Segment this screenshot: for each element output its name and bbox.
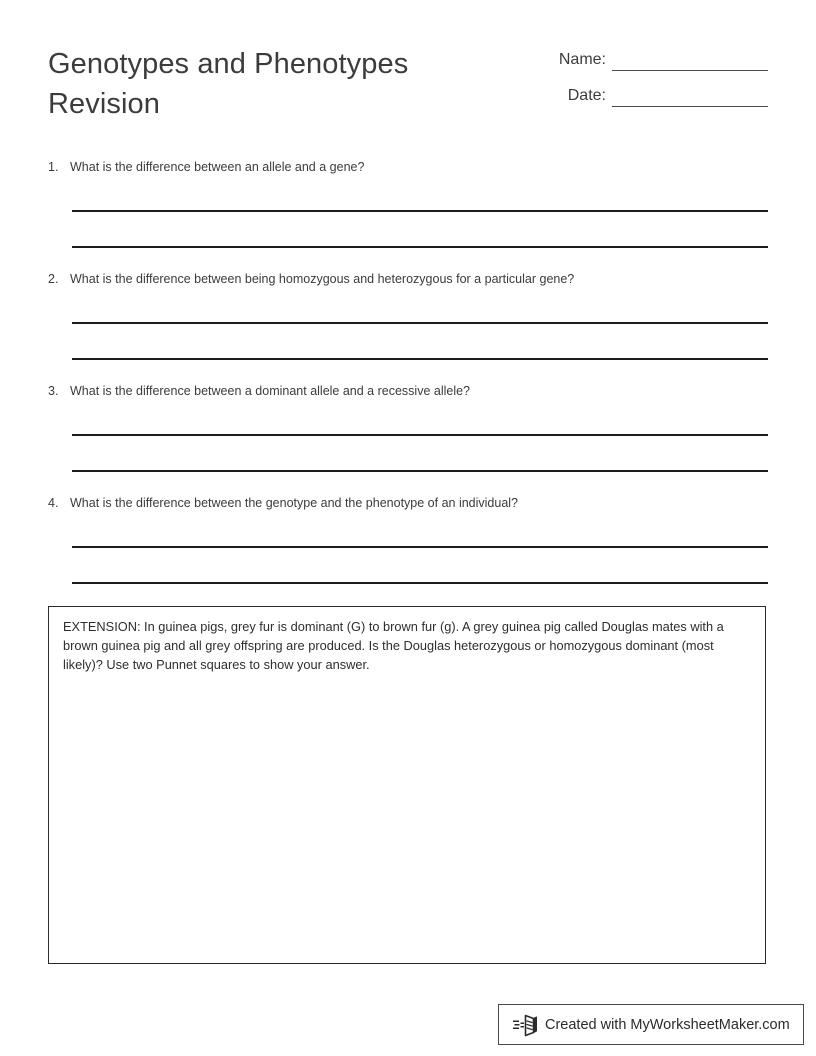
question-number: 3.	[48, 384, 59, 398]
answer-line[interactable]	[72, 212, 768, 248]
date-field-row	[540, 86, 768, 122]
question-item	[48, 382, 768, 472]
question-number: 1.	[48, 160, 59, 174]
question-text-row	[48, 158, 768, 188]
question-prompt: What is the difference between a dominant allele and a recessive allele?	[70, 384, 471, 398]
created-with-badge[interactable]	[498, 1004, 804, 1045]
question-item	[48, 270, 768, 360]
question-text-row	[48, 494, 768, 524]
name-input[interactable]	[612, 50, 768, 71]
worksheet-header	[48, 44, 768, 134]
answer-area	[48, 412, 768, 472]
answer-area	[48, 300, 768, 360]
name-field-row	[540, 50, 768, 86]
name-label: Name:	[558, 51, 606, 68]
question-number: 4.	[48, 496, 59, 510]
answer-line[interactable]	[72, 436, 768, 472]
answer-area	[48, 524, 768, 584]
answer-line[interactable]	[72, 324, 768, 360]
date-label: Date:	[567, 87, 606, 104]
question-text-row	[48, 270, 768, 300]
answer-line[interactable]	[72, 188, 768, 212]
question-prompt: What is the difference between an allele and a gene?	[70, 160, 365, 174]
answer-line[interactable]	[72, 412, 768, 436]
student-info-block	[540, 50, 768, 122]
badge-label: Created with MyWorksheetMaker.com	[545, 1016, 790, 1033]
date-input[interactable]	[612, 86, 768, 107]
worksheet-maker-logo-icon	[513, 1013, 539, 1037]
page-title: Genotypes and Phenotypes Revision	[48, 48, 409, 120]
question-text-row	[48, 382, 768, 412]
answer-line[interactable]	[72, 548, 768, 584]
question-prompt: What is the difference between the genotype and the phenotype of an individual?	[70, 496, 519, 510]
extension-box[interactable]	[48, 606, 766, 964]
extension-prompt: EXTENSION: In guinea pigs, grey fur is dominant (G) to brown fur (g). A grey guinea pig called Douglas mates with a brown guinea pig and all grey offspring are produced. Is the Douglas heterozygous or homozygous dominant (most likely)? Use two Punnet squares to show your answer.	[63, 619, 724, 672]
question-item	[48, 158, 768, 248]
answer-area	[48, 188, 768, 248]
answer-line[interactable]	[72, 300, 768, 324]
question-number: 2.	[48, 272, 59, 286]
question-prompt: What is the difference between being homozygous and heterozygous for a particular gene?	[70, 272, 575, 286]
questions-list	[48, 158, 768, 606]
question-item	[48, 494, 768, 584]
answer-line[interactable]	[72, 524, 768, 548]
